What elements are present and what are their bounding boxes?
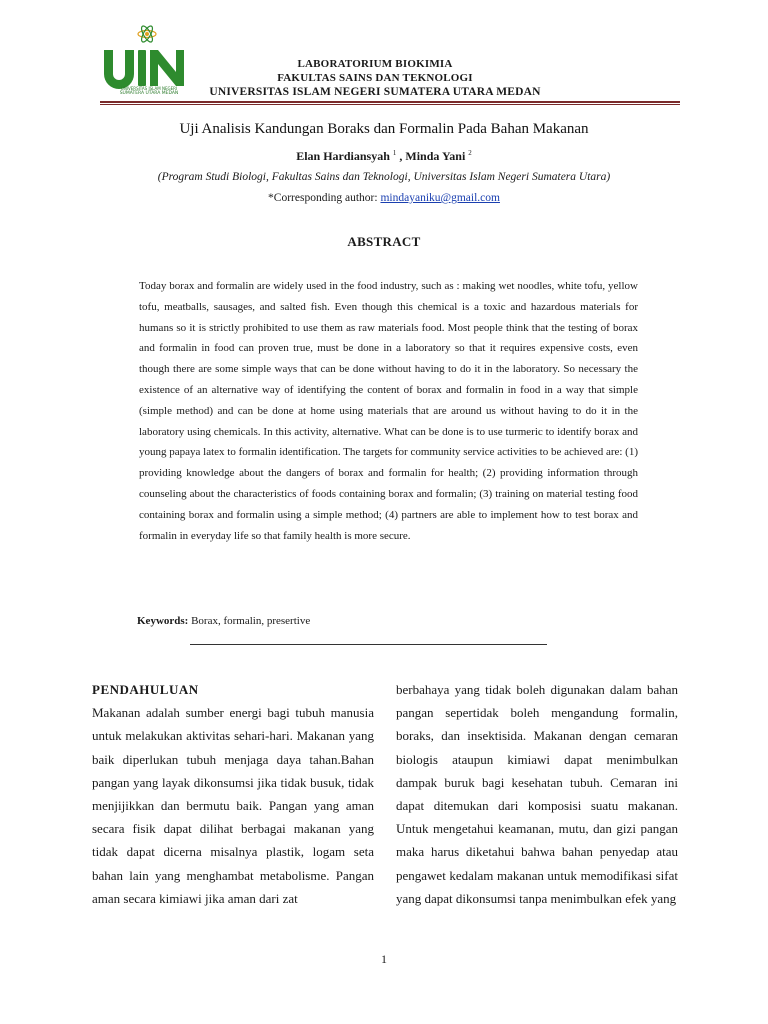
page-number: 1 bbox=[381, 952, 387, 966]
logo-caption bbox=[104, 86, 194, 96]
corresponding-label: *Corresponding author: bbox=[268, 192, 381, 204]
logo-caption-line1: UNIVERSITAS ISLAM NEGERI bbox=[120, 86, 178, 91]
uin-letters bbox=[104, 50, 184, 89]
section-heading: PENDAHULUAN bbox=[92, 682, 199, 697]
author-1: Elan Hardiansyah bbox=[296, 149, 390, 163]
right-column-text: berbahaya yang tidak boleh digunakan dalam bahan pangan sepertidak boleh mengandung formalin, boraks, dan insektisida. Makanan dengan cemaran biologis ataupun kimiawi dapat menimbulkan dampak buruk bagi kesehatan tubuh. Cemaran ini dapat ditemukan dari komposisi suatu makanan. Untuk mengetahui keamanan, mutu, dan gizi pangan maka harus diketahui bahwa bahan penyedap atau pengawet kedalam makanan untuk memodifikasi sifat yang dapat dikonsumsi tanpa menimbulkan efek yang bbox=[396, 682, 678, 906]
abstract-heading: ABSTRACT bbox=[347, 234, 421, 249]
author-2-sup: 2 bbox=[468, 149, 472, 157]
corresponding-author bbox=[0, 192, 768, 204]
section-divider bbox=[190, 644, 547, 645]
logo-caption-line2: SUMATERA UTARA MEDAN bbox=[119, 91, 179, 96]
paper-title: Uji Analisis Kandungan Boraks dan Formalin Pada Bahan Makanan bbox=[179, 121, 589, 137]
keywords-value: Borax, formalin, presertive bbox=[188, 615, 311, 627]
email-link[interactable]: mindayaniku@gmail.com bbox=[380, 192, 500, 204]
atom-icon bbox=[138, 24, 156, 43]
affiliation: (Program Studi Biologi, Fakultas Sains dan Teknologi, Universitas Islam Negeri Sumatera Utara) bbox=[157, 171, 611, 183]
left-column-text: Makanan adalah sumber energi bagi tubuh manusia untuk melakukan aktivitas sehari-hari. Makanan yang baik diperlukan tubuh menjaga daya tahan.Bahan pangan yang layak dikonsumsi jika tidak busuk, tidak menjijikkan dan bermutu baik. Pangan yang aman secara fisik dapat dilihat berbagai makanan yang tidak dapat dicerna misalnya plastik, logam seta bahan lain yang menghambat metabolisme. Pangan aman secara kimiawi jika aman dari zat bbox=[92, 705, 374, 906]
header-rule-thin bbox=[100, 104, 680, 105]
keywords bbox=[137, 615, 310, 627]
body-column-left bbox=[92, 678, 374, 910]
header-university: UNIVERSITAS ISLAM NEGERI SUMATERA UTARA MEDAN bbox=[209, 86, 541, 98]
author-1-sup: 1 bbox=[392, 149, 397, 157]
header-faculty: FAKULTAS SAINS DAN TEKNOLOGI bbox=[277, 72, 473, 84]
author-separator: , bbox=[396, 149, 406, 163]
abstract-text: Today borax and formalin are widely used in the food industry, such as : making wet noodles, white tofu, yellow tofu, meatballs, sausages, and salted fish. Even though this chemical is a toxic and hazardous materials for humans so it is strictly prohibited to use them as raw materials food. Most people think that the testing of borax and formalin in food can proven true, must be done in a laboratory so that it requires expensive costs, even though there are some simple ways that can be done without having to do it in the laboratory. So necessary the existence of an alternative way of identifying the content of borax and formalin in food in a way that simple (simple method) and can be done at home using materials that are around us without having to do it in the laboratory using chemicals. In this activity, alternative. What can be done is to use turmeric to identify borax and young papaya latex to formalin identification. The targets for community service activities to be achieved are: (1) providing knowledge about the dangers of borax and formalin for health; (2) providing information through counseling about the characteristics of foods containing borax and formalin; (3) training on material testing food containing borax and formalin using a simple method; (4) partners are able to implement how to test borax and formalin in everyday life so that family health is more secure. bbox=[139, 280, 639, 542]
body-column-right bbox=[396, 678, 678, 910]
author-2: Minda Yani bbox=[405, 149, 466, 163]
keywords-label: Keywords: bbox=[137, 615, 189, 627]
header-rule bbox=[100, 101, 680, 103]
authors bbox=[0, 149, 768, 164]
header-lab-name: LABORATORIUM BIOKIMIA bbox=[297, 58, 453, 70]
